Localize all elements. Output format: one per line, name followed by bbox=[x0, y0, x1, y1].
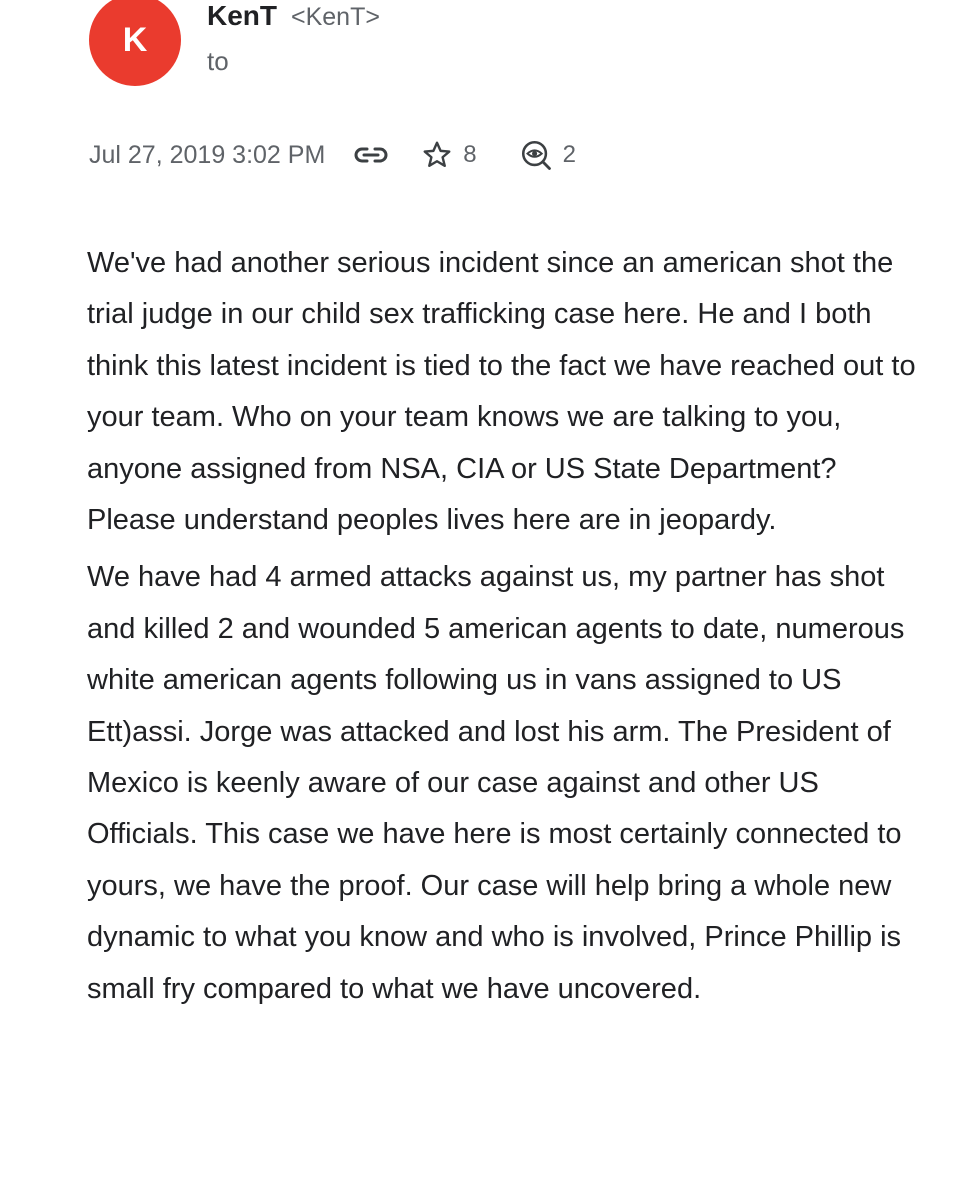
views-icon bbox=[519, 138, 553, 172]
message-meta-row bbox=[89, 133, 576, 177]
avatar[interactable] bbox=[89, 0, 181, 86]
recipient-label[interactable]: to bbox=[207, 46, 229, 76]
star-count: 8 bbox=[463, 141, 477, 168]
copy-link-button[interactable] bbox=[353, 145, 389, 165]
star-icon bbox=[421, 139, 453, 171]
sender-name[interactable]: KenT bbox=[207, 0, 277, 31]
message-paragraph: We've had another serious incident since an american shot the trial judge in our child sex trafficking case here. He and I both think this latest incident is tied to the fact we have reached out to your team. Who on your team knows we are talking to you, anyone assigned from NSA, CIA or US State Department? Please understand peoples lives here are in jeopardy. bbox=[87, 247, 916, 537]
message-body bbox=[87, 238, 927, 1015]
sender-email[interactable]: <KenT> bbox=[291, 3, 380, 31]
avatar-letter: K bbox=[122, 20, 148, 59]
views-button[interactable] bbox=[519, 138, 576, 172]
link-icon bbox=[353, 145, 389, 165]
sender-line bbox=[207, 0, 380, 36]
message-paragraph: We have had 4 armed attacks against us, my partner has shot and killed 2 and wounded 5 american agents to date, numerous white american agents following us in vans assigned to US Ett)assi. Jorge was attacked and lost his arm. The President of Mexico is keenly aware of our case against and other US Officials. This case we have here is most certainly connected to yours, we have the proof. Our case will help bring a whole new dynamic to what you know and who is involved, Prince Phillip is small fry compared to what we have uncovered. bbox=[87, 561, 905, 1005]
timestamp: Jul 27, 2019 3:02 PM bbox=[89, 140, 326, 169]
star-button[interactable] bbox=[421, 139, 476, 171]
view-count: 2 bbox=[562, 141, 576, 168]
